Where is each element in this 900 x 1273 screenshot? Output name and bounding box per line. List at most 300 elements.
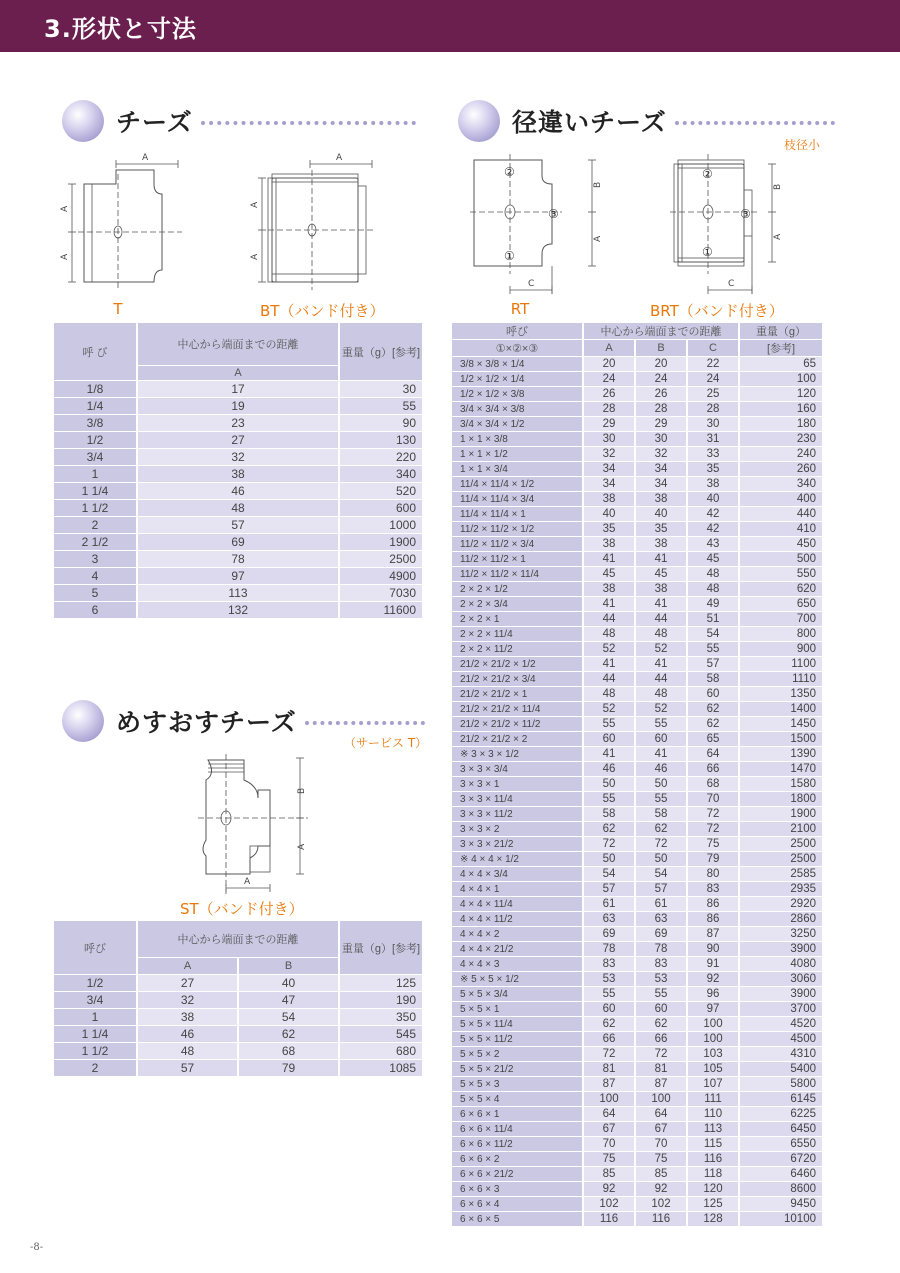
- table-row: [54, 602, 422, 618]
- cell-weight: 125: [340, 975, 422, 991]
- cell-weight: 5800: [740, 1077, 822, 1091]
- col-header-name: 呼 び: [54, 323, 136, 380]
- cell-size: 2: [54, 517, 136, 533]
- cell-a: 32: [138, 449, 338, 465]
- table-row: [452, 672, 822, 686]
- cell-b: 32: [636, 447, 686, 461]
- cell-size: ※ 5 × 5 × 1/2: [452, 972, 582, 986]
- table-row: [452, 627, 822, 641]
- cell-weight: 2500: [740, 852, 822, 866]
- cell-size: 3/4: [54, 449, 136, 465]
- cell-c: 42: [688, 522, 738, 536]
- cell-b: 72: [636, 1047, 686, 1061]
- port-1-label: ①: [702, 245, 713, 259]
- cell-a: 45: [584, 567, 634, 581]
- cell-size: 21/2 × 21/2 × 1/2: [452, 657, 582, 671]
- table-row: [54, 415, 422, 431]
- cell-c: 70: [688, 792, 738, 806]
- section-title-tees: チーズ: [116, 108, 193, 137]
- dim-label: A: [142, 153, 149, 163]
- cell-size: 21/2 × 21/2 × 11/2: [452, 717, 582, 731]
- cell-a: 40: [584, 507, 634, 521]
- cell-b: 66: [636, 1032, 686, 1046]
- cell-weight: 1900: [740, 807, 822, 821]
- cell-a: 52: [584, 702, 634, 716]
- cell-a: 100: [584, 1092, 634, 1106]
- table-row: [452, 1137, 822, 1151]
- dotted-rule: [305, 721, 425, 725]
- dim-label: B: [773, 183, 783, 190]
- cell-c: 45: [688, 552, 738, 566]
- cell-weight: 1390: [740, 747, 822, 761]
- cell-weight: 2100: [740, 822, 822, 836]
- cell-size: 1/2 × 1/2 × 3/8: [452, 387, 582, 401]
- cell-size: 1/2: [54, 975, 136, 991]
- table-row: [452, 957, 822, 971]
- cell-weight: 2920: [740, 897, 822, 911]
- table-row: [452, 1182, 822, 1196]
- dim-label: A: [297, 843, 307, 850]
- table-row: [452, 1047, 822, 1061]
- table-row: [54, 534, 422, 550]
- cell-weight: 2935: [740, 882, 822, 896]
- cell-a: 57: [584, 882, 634, 896]
- cell-weight: 11600: [340, 602, 422, 618]
- cell-b: 102: [636, 1197, 686, 1211]
- col-header-b: B: [636, 340, 686, 356]
- port-2-label: ②: [504, 165, 515, 179]
- dim-label: A: [60, 205, 70, 212]
- table-row: [452, 747, 822, 761]
- cell-b: 34: [636, 462, 686, 476]
- cell-size: 1 1/2: [54, 1043, 136, 1059]
- cell-weight: 1000: [340, 517, 422, 533]
- cell-c: 86: [688, 897, 738, 911]
- cell-weight: 440: [740, 507, 822, 521]
- cell-size: 5 × 5 × 2: [452, 1047, 582, 1061]
- section-reducing-tees: [458, 100, 835, 142]
- cell-c: 96: [688, 987, 738, 1001]
- cell-b: 46: [636, 762, 686, 776]
- col-header-a: A: [138, 958, 237, 974]
- cell-c: 90: [688, 942, 738, 956]
- street-tees-note: （サービス T）: [344, 736, 428, 750]
- cell-size: 6 × 6 × 21/2: [452, 1167, 582, 1181]
- cell-b: 61: [636, 897, 686, 911]
- table-row: [452, 477, 822, 491]
- cell-b: 54: [239, 1009, 338, 1025]
- table-row: [452, 1062, 822, 1076]
- table-row: [452, 867, 822, 881]
- cell-c: 55: [688, 642, 738, 656]
- cell-a: 53: [584, 972, 634, 986]
- table-row: [54, 585, 422, 601]
- table-row: [452, 1197, 822, 1211]
- dim-label: A: [593, 235, 603, 242]
- cell-b: 92: [636, 1182, 686, 1196]
- table-row: [452, 1107, 822, 1121]
- cell-weight: 1400: [740, 702, 822, 716]
- dim-label: C: [528, 279, 535, 289]
- cell-size: 1/2: [54, 432, 136, 448]
- sphere-icon: [62, 700, 104, 742]
- cell-b: 60: [636, 732, 686, 746]
- table-row: [452, 942, 822, 956]
- cell-size: 1 1/2: [54, 500, 136, 516]
- table-row: [452, 792, 822, 806]
- cell-size: 6 × 6 × 11/4: [452, 1122, 582, 1136]
- table-row: [452, 1152, 822, 1166]
- cell-size: 11/2 × 11/2 × 1: [452, 552, 582, 566]
- cell-size: 6 × 6 × 2: [452, 1152, 582, 1166]
- cell-b: 41: [636, 657, 686, 671]
- cell-b: 78: [636, 942, 686, 956]
- col-header-c: C: [688, 340, 738, 356]
- table-row: [452, 582, 822, 596]
- cell-b: 69: [636, 927, 686, 941]
- caption-t: T: [113, 300, 123, 318]
- table-row: [452, 687, 822, 701]
- cell-size: 3 × 3 × 2: [452, 822, 582, 836]
- cell-b: 52: [636, 702, 686, 716]
- cell-size: 4 × 4 × 3: [452, 957, 582, 971]
- cell-size: 1/4: [54, 398, 136, 414]
- cell-weight: 90: [340, 415, 422, 431]
- diagram-rt: [466, 150, 606, 298]
- cell-b: 60: [636, 1002, 686, 1016]
- cell-size: 11/4 × 11/4 × 1: [452, 507, 582, 521]
- cell-weight: 6460: [740, 1167, 822, 1181]
- cell-a: 69: [138, 534, 338, 550]
- cell-weight: 400: [740, 492, 822, 506]
- dim-label: A: [60, 253, 70, 260]
- table-row: [452, 1077, 822, 1091]
- cell-b: 87: [636, 1077, 686, 1091]
- table-row: [452, 462, 822, 476]
- cell-weight: 2860: [740, 912, 822, 926]
- cell-weight: 4080: [740, 957, 822, 971]
- cell-weight: 1800: [740, 792, 822, 806]
- cell-a: 27: [138, 975, 237, 991]
- dim-label: A: [244, 877, 251, 887]
- dim-label: A: [250, 201, 260, 208]
- cell-c: 54: [688, 627, 738, 641]
- table-row: [452, 357, 822, 371]
- cell-a: 32: [584, 447, 634, 461]
- cell-a: 62: [584, 822, 634, 836]
- cell-c: 62: [688, 717, 738, 731]
- cell-size: 4 × 4 × 1: [452, 882, 582, 896]
- cell-weight: 10100: [740, 1212, 822, 1226]
- cell-b: 24: [636, 372, 686, 386]
- cell-c: 38: [688, 477, 738, 491]
- cell-a: 61: [584, 897, 634, 911]
- table-row: [452, 912, 822, 926]
- cell-weight: 545: [340, 1026, 422, 1042]
- table-row: [452, 657, 822, 671]
- table-row: [452, 387, 822, 401]
- reducing-tees-table-body: [452, 357, 822, 1226]
- cell-a: 78: [584, 942, 634, 956]
- cell-size: 6 × 6 × 3: [452, 1182, 582, 1196]
- cell-weight: 1085: [340, 1060, 422, 1076]
- cell-weight: 800: [740, 627, 822, 641]
- cell-a: 54: [584, 867, 634, 881]
- cell-a: 41: [584, 747, 634, 761]
- cell-a: 48: [138, 1043, 237, 1059]
- cell-c: 60: [688, 687, 738, 701]
- cell-size: 3 × 3 × 21/2: [452, 837, 582, 851]
- cell-c: 115: [688, 1137, 738, 1151]
- cell-b: 44: [636, 672, 686, 686]
- cell-c: 100: [688, 1032, 738, 1046]
- cell-weight: 9450: [740, 1197, 822, 1211]
- table-row: [452, 432, 822, 446]
- cell-a: 57: [138, 517, 338, 533]
- table-row: [452, 777, 822, 791]
- table-row: [452, 897, 822, 911]
- cell-a: 41: [584, 657, 634, 671]
- cell-weight: 340: [340, 466, 422, 482]
- cell-weight: 3900: [740, 942, 822, 956]
- cell-b: 38: [636, 492, 686, 506]
- table-row: [452, 612, 822, 626]
- cell-c: 64: [688, 747, 738, 761]
- cell-b: 68: [239, 1043, 338, 1059]
- cell-a: 17: [138, 381, 338, 397]
- table-row: [452, 537, 822, 551]
- table-row: [452, 822, 822, 836]
- table-row: [452, 597, 822, 611]
- col-header-a: A: [138, 366, 338, 380]
- table-row: [452, 1212, 822, 1226]
- cell-c: 25: [688, 387, 738, 401]
- cell-weight: 230: [740, 432, 822, 446]
- cell-weight: 8600: [740, 1182, 822, 1196]
- cell-c: 72: [688, 807, 738, 821]
- dim-label: C: [728, 279, 735, 289]
- table-row: [452, 552, 822, 566]
- table-row: [452, 1167, 822, 1181]
- cell-b: 40: [239, 975, 338, 991]
- table-row: [54, 381, 422, 397]
- cell-a: 44: [584, 612, 634, 626]
- cell-size: 3 × 3 × 1: [452, 777, 582, 791]
- cell-b: 48: [636, 687, 686, 701]
- cell-size: 11/2 × 11/2 × 3/4: [452, 537, 582, 551]
- cell-a: 52: [584, 642, 634, 656]
- cell-c: 83: [688, 882, 738, 896]
- cell-b: 48: [636, 627, 686, 641]
- cell-weight: 3700: [740, 1002, 822, 1016]
- cell-b: 116: [636, 1212, 686, 1226]
- cell-weight: 340: [740, 477, 822, 491]
- cell-size: 5: [54, 585, 136, 601]
- cell-b: 72: [636, 837, 686, 851]
- cell-size: 2 × 2 × 11/4: [452, 627, 582, 641]
- cell-a: 41: [584, 597, 634, 611]
- table-row: [452, 717, 822, 731]
- cell-c: 91: [688, 957, 738, 971]
- cell-c: 48: [688, 567, 738, 581]
- table-row: [452, 1032, 822, 1046]
- cell-b: 50: [636, 852, 686, 866]
- col-header-weight: 重量（g）[参考]: [340, 323, 422, 380]
- cell-a: 46: [584, 762, 634, 776]
- cell-c: 92: [688, 972, 738, 986]
- cell-b: 85: [636, 1167, 686, 1181]
- section-title-street-tees: めすおすチーズ: [116, 708, 297, 737]
- cell-weight: 550: [740, 567, 822, 581]
- cell-size: 2 1/2: [54, 534, 136, 550]
- table-row: [54, 975, 422, 991]
- cell-b: 83: [636, 957, 686, 971]
- dim-label: A: [773, 233, 783, 240]
- cell-a: 38: [584, 537, 634, 551]
- port-3-label: ③: [740, 207, 751, 221]
- table-row: [452, 567, 822, 581]
- cell-size: 1: [54, 1009, 136, 1025]
- page-header: [0, 0, 900, 52]
- cell-size: 6 × 6 × 4: [452, 1197, 582, 1211]
- cell-b: 63: [636, 912, 686, 926]
- cell-a: 46: [138, 1026, 237, 1042]
- cell-size: 3: [54, 551, 136, 567]
- cell-weight: 2500: [740, 837, 822, 851]
- cell-c: 79: [688, 852, 738, 866]
- cell-weight: 350: [340, 1009, 422, 1025]
- cell-size: 3 × 3 × 11/4: [452, 792, 582, 806]
- cell-a: 63: [584, 912, 634, 926]
- table-row: [452, 972, 822, 986]
- table-row: [54, 1026, 422, 1042]
- cell-a: 50: [584, 852, 634, 866]
- col-header-distance: 中心から端面までの距離: [138, 323, 338, 365]
- cell-a: 132: [138, 602, 338, 618]
- cell-weight: 6720: [740, 1152, 822, 1166]
- port-1-label: ①: [504, 249, 515, 263]
- cell-b: 58: [636, 807, 686, 821]
- cell-size: 1 × 1 × 3/8: [452, 432, 582, 446]
- cell-weight: 500: [740, 552, 822, 566]
- cell-b: 30: [636, 432, 686, 446]
- cell-size: 11/2 × 11/2 × 1/2: [452, 522, 582, 536]
- cell-size: 5 × 5 × 21/2: [452, 1062, 582, 1076]
- cell-size: 6: [54, 602, 136, 618]
- cell-weight: 450: [740, 537, 822, 551]
- port-2-label: ②: [702, 167, 713, 181]
- table-row: [452, 402, 822, 416]
- cell-size: 4 × 4 × 11/2: [452, 912, 582, 926]
- cell-a: 55: [584, 987, 634, 1001]
- table-row: [452, 837, 822, 851]
- cell-c: 58: [688, 672, 738, 686]
- cell-a: 38: [138, 1009, 237, 1025]
- cell-c: 43: [688, 537, 738, 551]
- table-row: [452, 1017, 822, 1031]
- cell-b: 52: [636, 642, 686, 656]
- cell-c: 107: [688, 1077, 738, 1091]
- cell-a: 116: [584, 1212, 634, 1226]
- cell-a: 69: [584, 927, 634, 941]
- cell-a: 92: [584, 1182, 634, 1196]
- cell-weight: 1580: [740, 777, 822, 791]
- col-header-a: A: [584, 340, 634, 356]
- caption-brt: BRT（バンド付き）: [650, 302, 784, 320]
- cell-c: 66: [688, 762, 738, 776]
- caption-rt: RT: [510, 300, 530, 318]
- cell-c: 57: [688, 657, 738, 671]
- cell-b: 55: [636, 792, 686, 806]
- cell-size: ※ 4 × 4 × 1/2: [452, 852, 582, 866]
- cell-a: 113: [138, 585, 338, 601]
- cell-size: 2 × 2 × 1: [452, 612, 582, 626]
- cell-size: 2 × 2 × 1/2: [452, 582, 582, 596]
- cell-c: 33: [688, 447, 738, 461]
- table-row: [54, 500, 422, 516]
- page-title: 3.形状と寸法: [44, 15, 197, 43]
- cell-b: 62: [239, 1026, 338, 1042]
- cell-size: 1 × 1 × 3/4: [452, 462, 582, 476]
- cell-b: 53: [636, 972, 686, 986]
- cell-weight: 1900: [340, 534, 422, 550]
- cell-size: 1/2 × 1/2 × 1/4: [452, 372, 582, 386]
- cell-a: 27: [138, 432, 338, 448]
- cell-b: 41: [636, 747, 686, 761]
- table-row: [452, 522, 822, 536]
- cell-weight: 6450: [740, 1122, 822, 1136]
- cell-weight: 4500: [740, 1032, 822, 1046]
- table-row: [54, 568, 422, 584]
- cell-size: 21/2 × 21/2 × 11/4: [452, 702, 582, 716]
- cell-c: 72: [688, 822, 738, 836]
- col-header-distance: 中心から端面までの距離: [138, 921, 338, 957]
- table-row: [54, 551, 422, 567]
- cell-c: 49: [688, 597, 738, 611]
- cell-a: 24: [584, 372, 634, 386]
- cell-b: 20: [636, 357, 686, 371]
- cell-weight: 6225: [740, 1107, 822, 1121]
- table-row: [54, 398, 422, 414]
- cell-weight: 650: [740, 597, 822, 611]
- table-row: [452, 1122, 822, 1136]
- cell-weight: 5400: [740, 1062, 822, 1076]
- cell-a: 66: [584, 1032, 634, 1046]
- cell-b: 55: [636, 717, 686, 731]
- cell-weight: 1350: [740, 687, 822, 701]
- cell-weight: 1500: [740, 732, 822, 746]
- cell-a: 20: [584, 357, 634, 371]
- cell-a: 46: [138, 483, 338, 499]
- tees-table: [52, 322, 424, 619]
- cell-a: 72: [584, 1047, 634, 1061]
- cell-c: 116: [688, 1152, 738, 1166]
- cell-weight: 6550: [740, 1137, 822, 1151]
- cell-b: 55: [636, 987, 686, 1001]
- dotted-rule: [201, 121, 416, 125]
- col-header-distance: 中心から端面までの距離: [584, 323, 738, 339]
- cell-size: 21/2 × 21/2 × 1: [452, 687, 582, 701]
- cell-weight: 600: [340, 500, 422, 516]
- cell-c: 42: [688, 507, 738, 521]
- cell-weight: 1470: [740, 762, 822, 776]
- section-tees: [62, 100, 416, 142]
- cell-weight: 65: [740, 357, 822, 371]
- cell-c: 87: [688, 927, 738, 941]
- cell-size: 11/2 × 11/2 × 11/4: [452, 567, 582, 581]
- cell-weight: 100: [740, 372, 822, 386]
- table-row: [452, 417, 822, 431]
